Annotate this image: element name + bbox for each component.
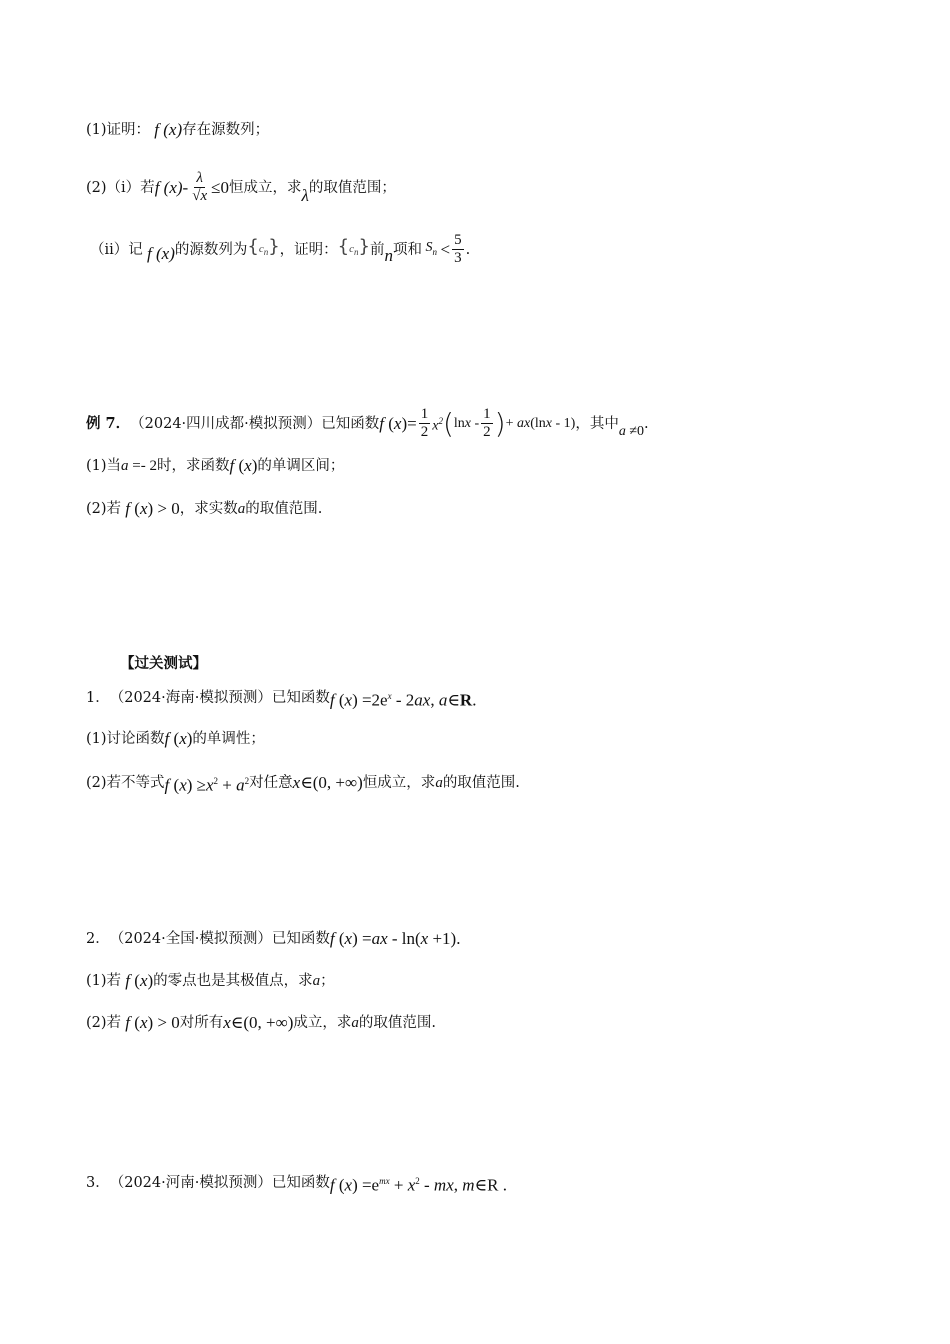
problem-3-line: 3． （2024·河南·模拟预测）已知函数 f $(x) =e^{mx} + x^2$ - mx, m∈R . [86,1171,507,1196]
formula: f (x) > 0 [125,499,180,518]
formula: f $(x) =2e^x - 2ax$, a∈R. [329,690,477,710]
formula: f (x) [150,120,183,139]
formula: f (x) [164,729,193,748]
formula: lnx - [453,415,480,431]
formula: ≤0 [211,177,229,197]
formula: f (x)- [154,177,189,197]
question-1-line: (1)证明： f (x) 存在源数列； [86,120,270,139]
formula: a [351,1015,359,1031]
formula: n [384,245,393,265]
formula: λ [301,185,309,205]
formula: $\{c_n\}$ [337,235,370,258]
problem-1-q1-line: (1)讨论函数 f (x) 的单调性； [86,729,265,748]
formula: + ax(lnx - 1) [505,415,576,431]
formula: f (x) [229,456,258,475]
formula: $x^2$ [432,415,443,434]
fraction: $\frac{1}{2}$ [420,406,429,440]
example7-q2-line: (2)若 f (x) > 0 ，求实数 a 的取值范围. [86,499,323,518]
formula: a ≠0 [618,423,645,439]
problem-1-q2-line: (2)若不等式 f $(x) \ge x^2 + a^2$ 对任意 x∈(0, +∞) 恒成立，求 a 的取值范围. [86,771,520,796]
formula: f (x) > 0 [125,1013,180,1032]
formula: a [237,501,246,517]
formula: f (x) [142,243,175,263]
example7-line: 例 7． （2024·四川成都·模拟预测）已知函数 f (x)= $\frac{1}{2}$ $x^2$ ( lnx - $\frac{1}{2}$ ) + ax(lnx - 1) ，其中 a ≠0 . [86,406,649,440]
question-2ii-line: （ⅱ）记 f (x) 的源数列为 $\{c_n\}$ ，证明： $\{c_n\}$ 前 n 项和 $S_n$ < $\frac{5}{3}$ . [90,232,471,266]
formula: a [312,973,321,989]
formula: f $(x) =e^{mx} + x^2$ - mx, m∈R . [329,1175,507,1195]
problem-2-line: 2． （2024·全国·模拟预测）已知函数 f (x) =ax - ln(x +1). [86,929,461,948]
section-heading: 【过关测试】 [120,655,207,672]
formula: f (x)= [379,413,417,433]
formula: f (x) =ax - ln(x +1). [329,929,461,948]
problem-2-q2-line: (2)若 f (x) > 0 对所有 x∈(0, +∞) 成立，求 a 的取值范围. [86,1013,437,1032]
formula: f $(x) \ge x^2 + a^2$ [164,775,250,795]
question-2i-line: (2)（ⅰ）若 f (x)- $\frac{\lambda}{√x}$ ≤0 恒成立，求 λ 的取值范围； [86,170,396,205]
fraction: $\frac{\lambda}{√x}$ [192,170,208,204]
formula: x∈(0, +∞) [223,1013,294,1032]
problem-2-q1-line: (1)若 f (x) 的零点也是其极值点，求 a ； [86,971,335,990]
formula: a =- 2 [121,458,158,474]
fraction: $\frac{1}{2}$ [483,406,491,440]
formula: $S_n$ [421,239,437,257]
formula: x∈(0, +∞) [292,773,363,793]
fraction: $\frac{5}{3}$ [454,232,462,266]
example7-q1-line: (1)当 a =- 2 时，求函数 f (x) 的单调区间； [86,456,345,475]
formula: < [440,239,451,259]
problem-1-line: 1． （2024·海南·模拟预测）已知函数 f $(x) =2e^x - 2ax$, a∈R. [86,686,476,711]
formula: a [435,775,443,792]
formula: $\{c_n\}$ [247,235,280,258]
formula: f (x) [125,971,154,990]
